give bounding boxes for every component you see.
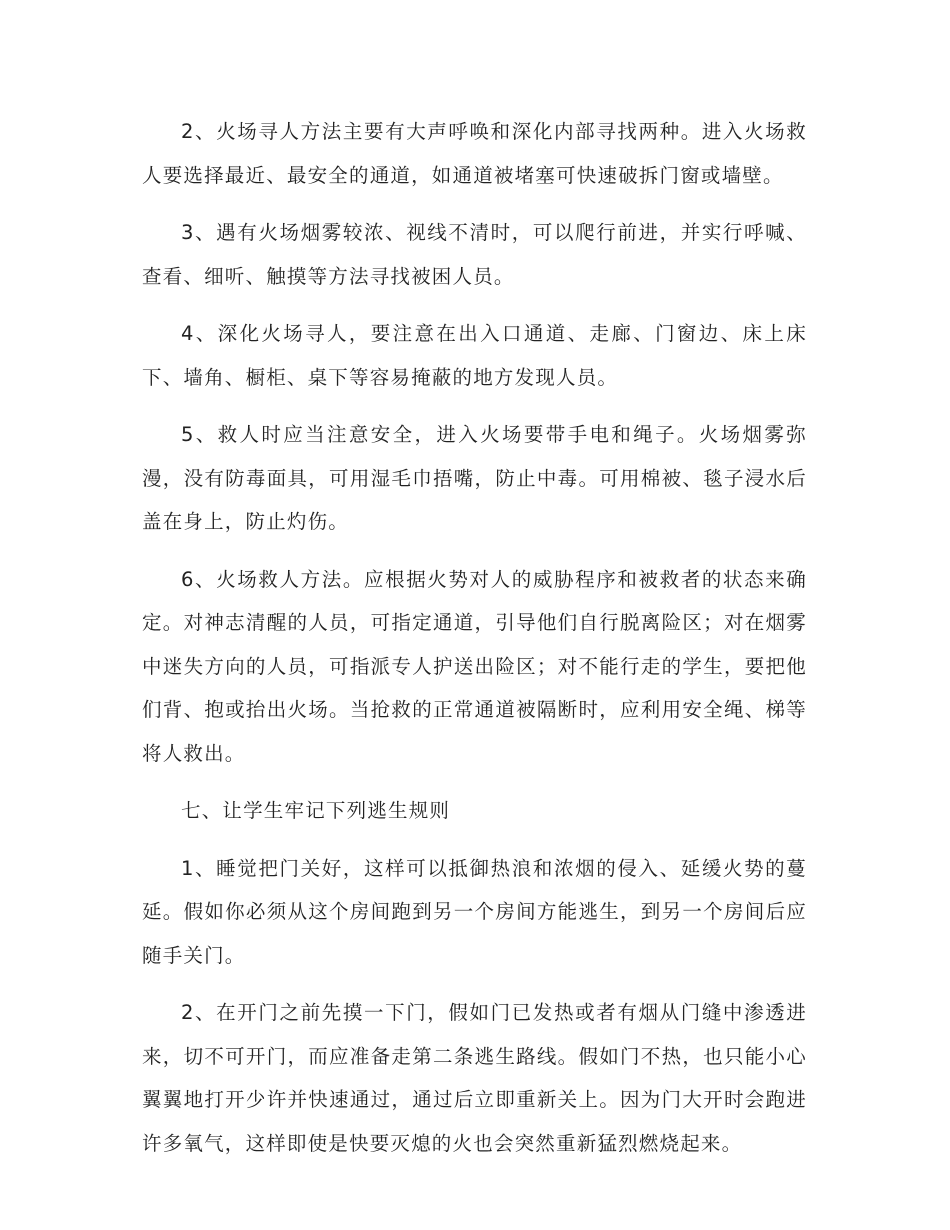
paragraph-crawl-search: 3、遇有火场烟雾较浓、视线不清时，可以爬行前进，并实行呼喊、查看、细听、触摸等方法寻找被困人员。 [142, 221, 807, 288]
section-heading-escape-rules: 七、让学生牢记下列逃生规则 [181, 799, 451, 822]
document-page [142, 110, 807, 1179]
paragraph-search-locations: 4、深化火场寻人，要注意在出入口通道、走廊、门窗边、床上床下、墙角、橱柜、桌下等容易掩蔽的地方发现人员。 [142, 322, 807, 389]
paragraph-rescue-search-methods: 2、火场寻人方法主要有大声呼唤和深化内部寻找两种。进入火场救人要选择最近、最安全的通道，如通道被堵塞可快速破拆门窗或墙壁。 [142, 120, 807, 187]
paragraph-check-door: 2、在开门之前先摸一下门，假如门已发热或者有烟从门缝中渗透进来，切不可开门，而应准备走第二条逃生路线。假如门不热，也只能小心翼翼地打开少许并快速通过，通过后立即重新关上。因为门大开时会跑进许多氧气，这样即使是快要灭熄的火也会突然重新猛烈燃烧起来。 [142, 1001, 807, 1155]
paragraph-rescue-methods: 6、火场救人方法。应根据火势对人的威胁程序和被救者的状态来确定。对神志清醒的人员，可指定通道，引导他们自行脱离险区；对在烟雾中迷失方向的人员，可指派专人护送出险区；对不能行走的学生，要把他们背、抱或抬出火场。当抢救的正常通道被隔断时，应利用安全绳、梯等将人救出。 [142, 567, 807, 765]
paragraph-rescue-safety: 5、救人时应当注意安全，进入火场要带手电和绳子。火场烟雾弥漫，没有防毒面具，可用湿毛巾捂嘴，防止中毒。可用棉被、毯子浸水后盖在身上，防止灼伤。 [142, 423, 807, 533]
paragraph-close-door: 1、睡觉把门关好，这样可以抵御热浪和浓烟的侵入、延缓火势的蔓延。假如你必须从这个房间跑到另一个房间方能逃生，到另一个房间后应随手关门。 [142, 856, 807, 967]
